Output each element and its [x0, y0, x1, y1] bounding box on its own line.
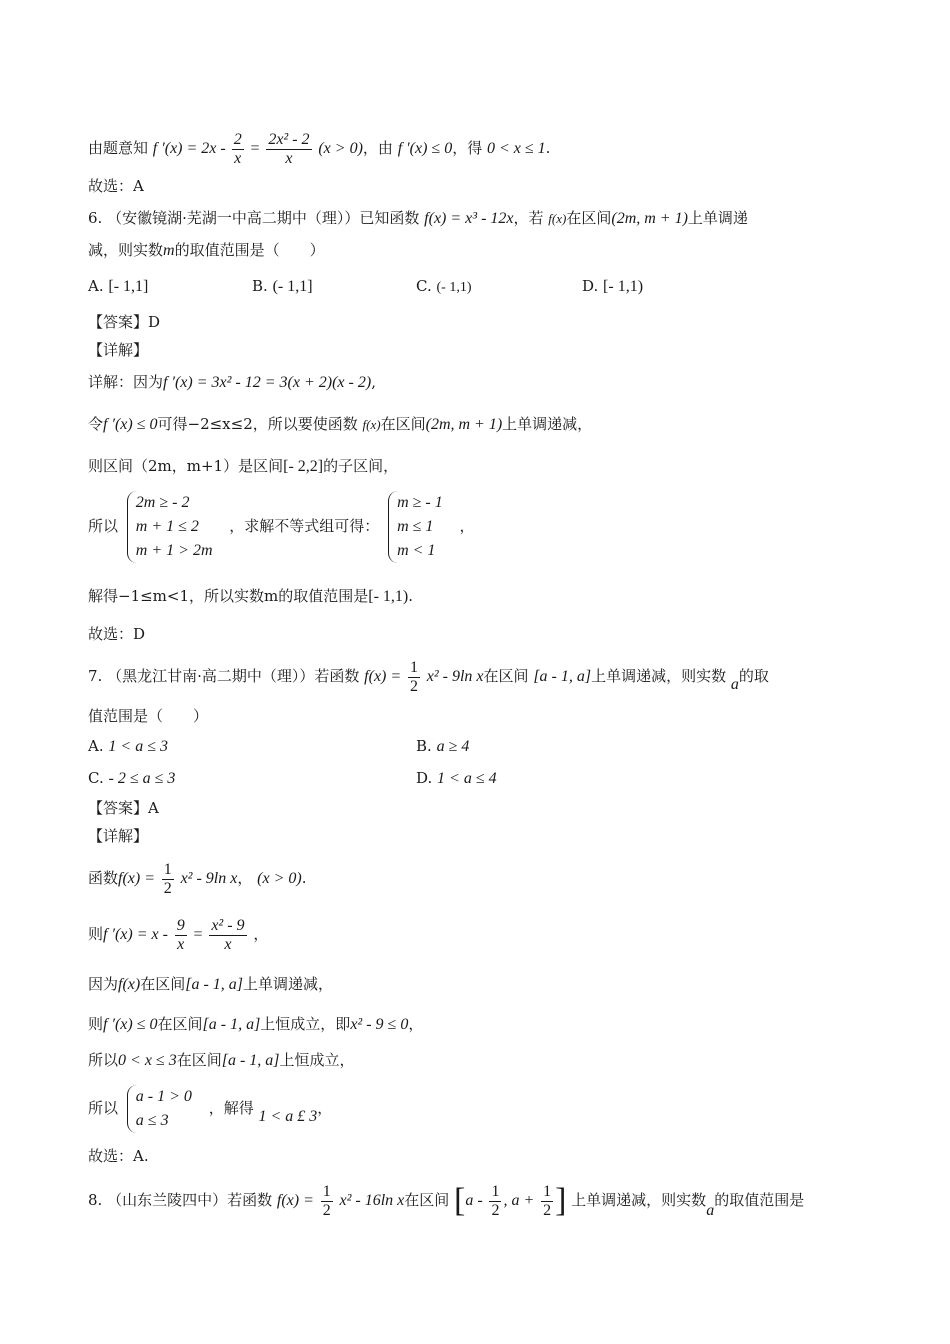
explain-tag: 【详解】 — [88, 827, 149, 845]
text: 的取值范围是 — [714, 1191, 805, 1209]
text: 解得−1≤m<1，所以实数m的取值范围是 — [88, 587, 369, 605]
option-a — [88, 276, 148, 297]
text: 上单调递 — [687, 209, 748, 227]
question-number: 6. — [88, 209, 103, 227]
system-row: m ≥ - 1 — [397, 494, 443, 511]
text: . — [545, 139, 551, 157]
option-d — [416, 768, 497, 789]
fraction — [408, 659, 420, 696]
math-expr: a — [730, 676, 739, 693]
q7-step-4 — [88, 1014, 423, 1035]
bracket-open: [ — [454, 1182, 466, 1219]
option-value: - 2 ≤ a ≤ 3 — [108, 770, 176, 787]
text: 可得−2≤x≤2，所以要使函数 — [157, 415, 358, 433]
question-7-stem-line2: 值范围是（ ） — [88, 707, 209, 725]
option-c — [416, 276, 472, 298]
math-expr: x² - 9 ≤ 0 — [350, 1016, 409, 1033]
text: 在区间 — [176, 1051, 222, 1069]
text: 在区间 — [380, 415, 426, 433]
math-expr: [a - 1, a] — [202, 1016, 261, 1033]
math-expr: [a - 1, a] — [221, 1052, 280, 1069]
option-b — [252, 276, 313, 297]
text: 若函数 — [227, 1191, 273, 1209]
system-row: m ≤ 1 — [397, 518, 434, 535]
text: ，解得 — [208, 1099, 254, 1117]
option-value: 1 < a ≤ 4 — [437, 770, 497, 787]
text: 上单调递减，则实数 — [571, 1191, 707, 1209]
text: 在区间 — [483, 667, 529, 685]
fraction-denominator: x — [234, 149, 242, 167]
math-expr: f(x) = x³ - 12x — [424, 210, 514, 227]
math-expr: [- 1,1) — [368, 588, 409, 605]
option-d — [582, 276, 643, 297]
text: 则 — [88, 1015, 104, 1033]
option-label: D. — [582, 277, 599, 295]
text: 在区间 — [157, 1015, 203, 1033]
math-expr: f(x) = — [364, 668, 402, 685]
math-expr: f ′(x) = 3x² - 12 = 3(x + 2)(x - 2) — [163, 374, 372, 391]
math-expr: [a - 1, a] — [533, 668, 592, 685]
system-row: m + 1 ≤ 2 — [135, 518, 199, 535]
math-expr: = — [193, 926, 203, 943]
math-expr: (x > 0) — [318, 140, 363, 157]
math-expr: 0 < x ≤ 1 — [486, 140, 546, 157]
option-value: 1 < a ≤ 3 — [108, 738, 168, 755]
fraction-denominator: 2 — [491, 1201, 500, 1219]
fraction-denominator: x — [224, 935, 232, 953]
text: ，得 — [452, 139, 483, 157]
inequality-system — [127, 1085, 200, 1133]
option-b — [416, 736, 469, 757]
text: , — [371, 373, 376, 391]
text: ， — [408, 1015, 424, 1033]
math-expr: , a + — [503, 1192, 535, 1209]
text: 的子区间， — [323, 457, 399, 475]
math-expr: [a - 1, a] — [185, 976, 244, 993]
math-expr: f ′(x) ≤ 0 — [103, 416, 158, 433]
fraction-numerator: 2 — [233, 130, 242, 148]
answer: 【答案】A — [88, 799, 159, 817]
text: . — [408, 587, 414, 605]
q7-step-5 — [88, 1050, 355, 1071]
math-expr: a — [706, 1202, 715, 1219]
fraction-denominator: x — [177, 935, 185, 953]
fraction-denominator: x — [285, 149, 293, 167]
text: ，若 — [513, 209, 544, 227]
system-row: 2m ≥ - 2 — [135, 494, 190, 511]
q7-step-6 — [88, 1082, 332, 1134]
q6-step-4 — [88, 490, 475, 562]
system-row: m + 1 > 2m — [135, 542, 213, 559]
math-expr: (x > 0) — [257, 870, 302, 887]
text: 已知函数 — [359, 209, 420, 227]
q6-step-2 — [88, 414, 592, 435]
text: 所以 — [88, 1051, 119, 1069]
text: ，求解不等式组可得： — [229, 517, 380, 535]
math-expr: 1 < a £ 3 — [258, 1108, 318, 1125]
text: 则 — [88, 925, 104, 943]
text: 上单调递减， — [502, 415, 593, 433]
q7-step-1 — [88, 856, 307, 900]
text: 上单调递减， — [243, 975, 334, 993]
text: 上单调递减，则实数 — [591, 667, 727, 685]
fraction-numerator: x² - 9 — [211, 916, 245, 934]
option-value: [- 1,1) — [603, 278, 644, 295]
question-6-stem-line2 — [88, 240, 325, 261]
system-row: a - 1 > 0 — [135, 1088, 192, 1105]
option-c — [88, 768, 175, 789]
math-expr: = — [250, 140, 260, 157]
fraction-numerator: 9 — [176, 916, 185, 934]
math-expr: (2m, m + 1) — [425, 416, 503, 433]
answer: 【答案】D — [88, 313, 161, 331]
fraction-denominator: 2 — [163, 879, 172, 897]
math-expr: f ′(x) ≤ 0 — [103, 1016, 158, 1033]
option-label: A. — [88, 737, 104, 755]
math-expr: (2m, m + 1) — [611, 210, 688, 227]
text: 上恒成立， — [279, 1051, 355, 1069]
math-expr: f(x) — [362, 417, 381, 432]
math-expr: f(x) — [118, 976, 141, 993]
system-row: m < 1 — [397, 542, 436, 559]
math-expr: f ′(x) = 2x - — [152, 140, 230, 157]
fraction-denominator: 2 — [543, 1201, 552, 1219]
question-source: （山东兰陵四中） — [107, 1191, 228, 1209]
fraction — [162, 861, 174, 898]
math-expr: m — [163, 242, 175, 259]
q7-step-3 — [88, 974, 333, 995]
option-label: A. — [88, 277, 104, 295]
fraction — [489, 1183, 501, 1220]
conclusion: 故选：A. — [88, 1147, 149, 1165]
math-expr: 0 < x ≤ 3 — [118, 1052, 177, 1069]
text: 因为 — [88, 975, 119, 993]
math-expr: f(x) = — [118, 870, 156, 887]
bracket-close: ] — [555, 1182, 567, 1219]
text: ， — [253, 925, 269, 943]
q6-step-3 — [88, 456, 398, 477]
text: ， — [459, 517, 475, 535]
option-value: (- 1,1] — [272, 278, 313, 295]
explain-tag: 【详解】 — [88, 341, 149, 359]
fraction-denominator: 2 — [322, 1201, 331, 1219]
math-expr: f ′(x) = x - — [103, 926, 168, 943]
math-expr: f(x) — [548, 211, 567, 226]
text: 由题意知 — [88, 139, 149, 157]
text: ，由 — [362, 139, 393, 157]
question-number: 7. — [88, 667, 103, 685]
text: 的取值范围是（ ） — [174, 241, 325, 259]
question-7-stem — [88, 656, 769, 696]
option-value: (- 1,1) — [436, 280, 472, 295]
text: . — [301, 869, 307, 887]
option-label: C. — [416, 277, 432, 295]
inequality-system — [127, 491, 221, 563]
question-source: （黑龙江甘南·高二期中（理）） — [107, 667, 315, 685]
fraction — [209, 917, 246, 954]
text: 所以 — [88, 1099, 119, 1117]
text: ， — [317, 1099, 333, 1117]
text: ， — [237, 869, 253, 887]
fraction-numerator: 1 — [409, 658, 418, 676]
fraction — [232, 131, 244, 168]
text: 减，则实数 — [88, 241, 164, 259]
text: 令 — [88, 415, 104, 433]
question-6-stem — [88, 208, 748, 229]
math-expr: a - — [465, 1192, 483, 1209]
conclusion: 故选：A — [88, 177, 144, 195]
intro-line — [88, 128, 550, 168]
fraction-denominator: 2 — [409, 677, 418, 695]
question-8-stem — [88, 1176, 804, 1224]
text: 详解：因为 — [88, 373, 164, 391]
fraction-numerator: 1 — [163, 860, 172, 878]
math-expr: [- 2,2] — [283, 458, 324, 475]
option-label: B. — [416, 737, 432, 755]
text: 若函数 — [314, 667, 360, 685]
question-source: （安徽镜湖·芜湖一中高二期中（理）） — [107, 209, 360, 227]
text: 在区间 — [404, 1191, 450, 1209]
text: 在区间 — [566, 209, 612, 227]
q6-step-1 — [88, 372, 376, 393]
fraction — [541, 1183, 553, 1220]
fraction — [321, 1183, 333, 1220]
q6-step-5 — [88, 586, 413, 607]
math-expr: x² - 9ln x — [426, 668, 484, 685]
math-expr: f(x) = — [276, 1192, 314, 1209]
option-value: a ≥ 4 — [436, 738, 470, 755]
q7-step-2 — [88, 912, 268, 956]
conclusion: 故选：D — [88, 625, 146, 643]
math-expr: f ′(x) ≤ 0 — [397, 140, 453, 157]
fraction — [266, 131, 311, 168]
fraction — [175, 917, 187, 954]
text: 上恒成立，即 — [260, 1015, 351, 1033]
math-expr: x² - 9ln x — [180, 870, 238, 887]
text: 所以 — [88, 517, 119, 535]
text: 的取 — [738, 667, 769, 685]
fraction-numerator: 1 — [491, 1182, 500, 1200]
inequality-system — [388, 491, 451, 563]
question-number: 8. — [88, 1191, 103, 1209]
option-value: [- 1,1] — [108, 278, 149, 295]
option-label: B. — [252, 277, 268, 295]
math-expr: x² - 16ln x — [339, 1192, 405, 1209]
option-label: D. — [416, 769, 433, 787]
text: 函数 — [88, 869, 119, 887]
option-a — [88, 736, 168, 757]
text: 则区间（2m，m+1）是区间 — [88, 457, 284, 475]
text: 在区间 — [140, 975, 186, 993]
fraction-numerator: 1 — [322, 1182, 331, 1200]
option-label: C. — [88, 769, 104, 787]
system-row: a ≤ 3 — [135, 1112, 169, 1129]
fraction-numerator: 1 — [543, 1182, 552, 1200]
fraction-numerator: 2x² - 2 — [268, 130, 310, 148]
